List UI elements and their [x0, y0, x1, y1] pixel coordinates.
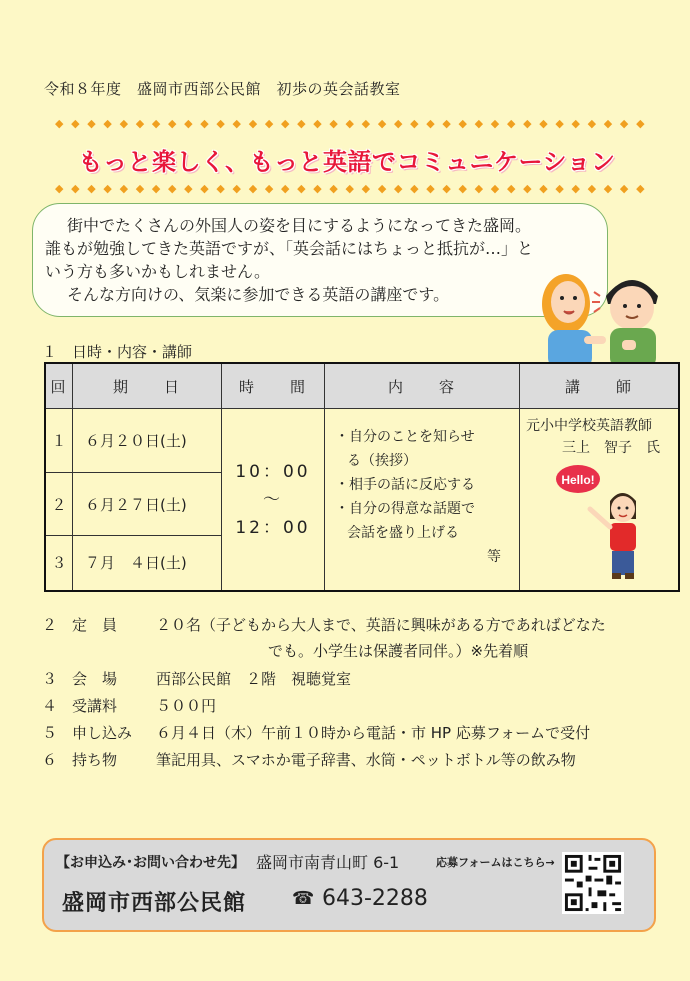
intro-line-1: 街中でたくさんの外国人の姿を目にするようになってきた盛岡。	[67, 216, 532, 235]
contact-phone[interactable]: 643-2288	[322, 886, 428, 911]
venue-text: 西部公民館 ２階 視聴覚室	[156, 670, 352, 688]
content-item-2: ・相手の話に反応する	[335, 477, 475, 493]
intro-line-3: いう方も多いかもしれません。	[45, 262, 270, 281]
hello-bubble-text: Hello!	[561, 473, 595, 487]
header-instructor: 講 師	[520, 363, 680, 409]
apply-text: ６月４日（木）午前１０時から電話・市 HP 応募フォームで受付	[156, 724, 591, 742]
content-cell	[325, 409, 520, 592]
content-item-1b: る（挨拶）	[347, 453, 417, 469]
page-header: 令和８年度 盛岡市西部公民館 初歩の英会話教室	[44, 80, 401, 98]
qr-code[interactable]	[562, 852, 624, 914]
contact-org: 盛岡市西部公民館	[62, 891, 247, 916]
content-etc: 等	[487, 549, 501, 565]
venue-label: ３ 会 場	[42, 670, 118, 688]
time-end: 12：00	[235, 517, 311, 538]
row-date: ６月２７日(土)	[73, 473, 222, 535]
info-fee	[42, 695, 217, 716]
phone-icon: ☎	[292, 888, 315, 909]
qr-code-icon	[562, 852, 624, 914]
decorative-border-bottom: ◆ ◆ ◆ ◆ ◆ ◆ ◆ ◆ ◆ ◆ ◆ ◆ ◆ ◆ ◆ ◆ ◆ ◆ ◆ ◆ ◆ ◆ ◆ ◆ ◆ ◆ ◆ ◆ ◆ ◆ ◆ ◆ ◆ ◆ ◆ ◆ ◆	[55, 182, 645, 195]
header-content: 内 容	[325, 363, 520, 409]
items-text: 筆記用具、スマホか電子辞書、水筒・ペットボトル等の飲み物	[156, 751, 576, 769]
apply-label: ５ 申し込み	[42, 724, 133, 742]
header-time: 時 間	[222, 363, 325, 409]
intro-box	[32, 203, 608, 317]
info-capacity	[42, 614, 606, 635]
intro-line-2: 誰もが勉強してきた英語ですが、「英会話にはちょっと抵抗が…」と	[45, 239, 534, 258]
conversation-illustration	[534, 256, 664, 368]
capacity-text-1: ２０名（子どもから大人まで、英語に興味がある方であればどなた	[156, 616, 606, 634]
teacher-illustration	[554, 463, 664, 583]
header-no: 回	[45, 363, 73, 409]
header-date: 期 日	[73, 363, 222, 409]
table-row	[45, 409, 679, 473]
info-apply	[42, 722, 591, 743]
contact-address: 盛岡市南青山町 6-1	[256, 853, 400, 872]
capacity-text-2: でも。小学生は保護者同伴。）※先着順	[268, 642, 529, 660]
form-note: 応募フォームはこちら→	[436, 856, 555, 869]
fee-label: ４ 受講料	[42, 697, 118, 715]
row-date: ７月 ４日(土)	[73, 535, 222, 591]
content-item-3b: 会話を盛り上げる	[347, 525, 459, 541]
instructor-title: 元小中学校英語教師	[526, 418, 652, 434]
intro-line-4: そんな方向けの、気楽に参加できる英語の講座です。	[67, 285, 450, 304]
time-start: 10：00	[235, 461, 311, 482]
info-items	[42, 749, 576, 770]
fee-text: ５００円	[156, 697, 217, 715]
instructor-cell	[520, 409, 680, 592]
time-cell	[222, 409, 325, 592]
row-date: ６月２０日(土)	[73, 409, 222, 473]
row-number: １	[45, 409, 73, 473]
man-figure	[592, 280, 658, 368]
instructor-name: 三上 智子 氏	[562, 440, 660, 456]
schedule-table	[44, 362, 680, 592]
items-label: ６ 持ち物	[42, 751, 118, 769]
table-header-row	[45, 363, 679, 409]
section-schedule-title: １ 日時・内容・講師	[42, 343, 193, 361]
headline: もっと楽しく、もっと英語でコミュニケーション	[78, 148, 616, 176]
time-separator: 〜	[263, 489, 283, 510]
woman-figure	[542, 274, 606, 368]
content-item-3a: ・自分の得意な話題で	[335, 501, 475, 517]
info-venue	[42, 668, 352, 689]
decorative-border-top: ◆ ◆ ◆ ◆ ◆ ◆ ◆ ◆ ◆ ◆ ◆ ◆ ◆ ◆ ◆ ◆ ◆ ◆ ◆ ◆ ◆ ◆ ◆ ◆ ◆ ◆ ◆ ◆ ◆ ◆ ◆ ◆ ◆ ◆ ◆ ◆ ◆	[55, 117, 645, 130]
capacity-label: ２ 定 員	[42, 616, 118, 634]
content-item-1a: ・自分のことを知らせ	[335, 429, 475, 445]
row-number: ３	[45, 535, 73, 591]
row-number: ２	[45, 473, 73, 535]
contact-label: 【お申込み･お問い合わせ先】	[56, 855, 245, 871]
